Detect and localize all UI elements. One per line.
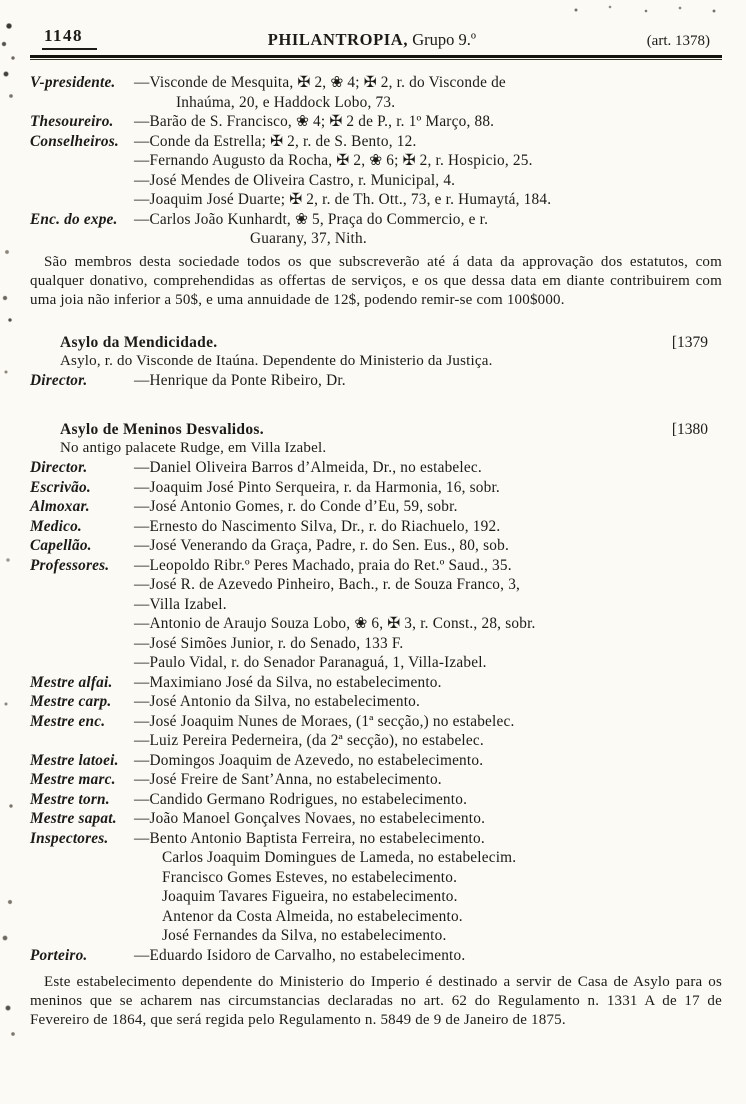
- entry-text: —Joaquim José Pinto Serqueira, r. da Harmonia, 16, sobr.: [134, 478, 500, 496]
- entry-text: Francisco Gomes Esteves, no estabelecimento.: [162, 868, 458, 886]
- role-label: Mestre sapat.: [30, 810, 117, 827]
- entry-row: [30, 190, 722, 210]
- section-subtitle: No antigo palacete Rudge, em Villa Izabel.: [60, 439, 327, 456]
- entry-row: [30, 712, 722, 732]
- entry-row: [30, 112, 722, 132]
- running-head: [30, 0, 722, 55]
- role-label: Mestre marc.: [30, 771, 116, 788]
- entry-row: [30, 556, 722, 576]
- entry-text: —Ernesto do Nascimento Silva, Dr., r. do Riachuelo, 192.: [134, 517, 501, 535]
- role-label: Capellão.: [30, 537, 92, 554]
- role-label: [30, 93, 134, 113]
- entry-row: [30, 926, 722, 946]
- establishment-regulation-note: Este estabelecimento dependente do Ministerio do Imperio é destinado a servir de Casa de Asylo para os meninos que se acharem nas circumstancias declaradas no art. 62 do Regulamento n. 1331 A de 17 de Fevereiro de 1864, que será regida pelo Regulamento n. 5849 de 9 de Janeiro de 1875.: [30, 974, 722, 1028]
- entry-text: —José Joaquim Nunes de Moraes, (1ª secção,) no estabelec.: [134, 712, 515, 730]
- role-label: [30, 595, 134, 615]
- entry-row: [30, 595, 722, 615]
- role-label: [30, 229, 134, 249]
- role-label: [30, 190, 134, 210]
- role-label: Inspectores.: [30, 829, 109, 847]
- entry-row: [30, 946, 722, 966]
- entry-text: —Henrique da Ponte Ribeiro, Dr.: [134, 372, 346, 389]
- entry-row: [30, 171, 722, 191]
- entry-text: —José Simões Junior, r. do Senado, 133 F.: [134, 634, 404, 652]
- role-label: Escrivão.: [30, 478, 91, 496]
- section-head-mendicidade: [30, 334, 722, 352]
- entry-text: —José Freire de Sant’Anna, no estabelecimento.: [134, 771, 442, 788]
- entry-text: Joaquim Tavares Figueira, no estabelecimento.: [162, 888, 458, 905]
- role-label: [30, 887, 134, 907]
- entry-text: —José Mendes de Oliveira Castro, r. Municipal, 4.: [134, 171, 456, 189]
- meninos-staff-list: [30, 458, 722, 965]
- entry-text: —Antonio de Araujo Souza Lobo, ❀ 6, ✠ 3, r. Const., 28, sobr.: [134, 615, 536, 632]
- header-rule: [30, 55, 722, 61]
- role-label: Mestre latoei.: [30, 751, 119, 769]
- society-officers-list: [30, 73, 722, 249]
- entry-row: [30, 458, 722, 478]
- role-label: [30, 907, 134, 927]
- role-label: Professores.: [30, 556, 110, 574]
- role-label: [30, 653, 134, 673]
- role-label: Almoxar.: [30, 498, 90, 515]
- entry-row: [30, 731, 722, 751]
- entry-row: [30, 93, 722, 113]
- entry-row: [30, 536, 722, 556]
- entry-row: [30, 132, 722, 152]
- page-title-bold: PHILANTROPIA,: [267, 30, 409, 49]
- entry-text: —José Antonio Gomes, r. do Conde d’Eu, 59, sobr.: [134, 498, 458, 515]
- entry-row: [30, 653, 722, 673]
- role-label: Director.: [30, 372, 88, 389]
- entry-row: [30, 497, 722, 517]
- entry-text: Inhaúma, 20, e Haddock Lobo, 73.: [176, 93, 396, 111]
- entry-row: [30, 770, 722, 790]
- entry-text: —José R. de Azevedo Pinheiro, Bach., r. de Souza Franco, 3,: [134, 576, 521, 593]
- entry-text: —Maximiano José da Silva, no estabelecimento.: [134, 673, 442, 691]
- role-label: Porteiro.: [30, 946, 88, 964]
- entry-text: —Paulo Vidal, r. do Senador Paranaguá, 1, Villa-Izabel.: [134, 654, 487, 671]
- entry-text: —Conde da Estrella; ✠ 2, r. de S. Bento, 12.: [134, 132, 417, 150]
- role-label: [30, 171, 134, 191]
- role-label: Mestre carp.: [30, 693, 112, 710]
- entry-text: —Leopoldo Ribr.º Peres Machado, praia do Ret.º Saud., 35.: [134, 556, 512, 574]
- entry-row: [30, 371, 722, 391]
- entry-text: —Joaquim José Duarte; ✠ 2, r. de Th. Ott., 73, e r. Humaytá, 184.: [134, 191, 552, 208]
- role-label: Medico.: [30, 517, 82, 535]
- role-label: Conselheiros.: [30, 132, 119, 150]
- entry-text: —Visconde de Mesquita, ✠ 2, ❀ 4; ✠ 2, r. do Visconde de: [134, 74, 506, 91]
- role-label: [30, 614, 134, 634]
- page-title-rest: Grupo 9.º: [408, 30, 476, 49]
- entry-row: [30, 614, 722, 634]
- section-ref-number: [1380: [671, 420, 708, 438]
- society-membership-note: São membros desta sociedade todos os que subscreverão até á data da approvação dos estatutos, com qualquer donativo, comprehendidas as offertas de serviços, e os que dessa data em diante contribuirem com uma joia não inferior a 50$, e uma annuidade de 12$, podendo remir-se com 100$000.: [30, 253, 722, 308]
- entry-row: [30, 151, 722, 171]
- entry-row: [30, 809, 722, 829]
- mendicidade-staff-list: [30, 371, 722, 391]
- entry-text: —Eduardo Isidoro de Carvalho, no estabelecimento.: [134, 946, 466, 964]
- entry-text: —Domingos Joaquim de Azevedo, no estabelecimento.: [134, 751, 484, 769]
- role-label: Mestre torn.: [30, 790, 110, 808]
- entry-row: [30, 751, 722, 771]
- role-label: [30, 731, 134, 751]
- role-label: [30, 151, 134, 171]
- role-label: [30, 575, 134, 595]
- page-title: [97, 30, 647, 50]
- entry-text: —Carlos João Kunhardt, ❀ 5, Praça do Commercio, e r.: [134, 210, 489, 228]
- entry-row: [30, 868, 722, 888]
- entry-row: [30, 634, 722, 654]
- section-ref-number: [1379: [671, 333, 708, 351]
- role-label: Mestre alfai.: [30, 673, 113, 691]
- section-subtitle: Asylo, r. do Visconde de Itaúna. Dependente do Ministerio da Justiça.: [60, 352, 493, 369]
- entry-row: [30, 692, 722, 712]
- section-title: Asylo de Meninos Desvalidos.: [60, 420, 264, 438]
- entry-row: [30, 575, 722, 595]
- entry-row: [30, 887, 722, 907]
- entry-row: [30, 478, 722, 498]
- role-label: Enc. do expe.: [30, 210, 118, 228]
- entry-text: Carlos Joaquim Domingues de Lameda, no estabelecim.: [162, 849, 517, 866]
- entry-row: [30, 73, 722, 93]
- entry-text: —Candido Germano Rodrigues, no estabelecimento.: [134, 790, 468, 808]
- role-label: Mestre enc.: [30, 712, 106, 730]
- entry-row: [30, 790, 722, 810]
- entry-text: —José Antonio da Silva, no estabelecimento.: [134, 693, 421, 710]
- section-title: Asylo da Mendicidade.: [60, 333, 218, 351]
- entry-text: —Barão de S. Francisco, ❀ 4; ✠ 2 de P., r. 1º Março, 88.: [134, 113, 495, 130]
- entry-row: [30, 829, 722, 849]
- entry-text: —Villa Izabel.: [134, 595, 227, 613]
- entry-row: [30, 210, 722, 230]
- page-number: 1148: [42, 26, 97, 50]
- entry-text: —Luiz Pereira Pederneira, (da 2ª secção), no estabelec.: [134, 732, 484, 749]
- entry-row: [30, 907, 722, 927]
- entry-row: [30, 229, 722, 249]
- role-label: Thesoureiro.: [30, 113, 114, 130]
- entry-text: —João Manoel Gonçalves Novaes, no estabelecimento.: [134, 810, 486, 827]
- entry-text: —Daniel Oliveira Barros d’Almeida, Dr., no estabelec.: [134, 459, 482, 476]
- article-reference: (art. 1378): [646, 33, 710, 49]
- entry-row: [30, 848, 722, 868]
- section-head-meninos: [30, 421, 722, 439]
- entry-text: Antenor da Costa Almeida, no estabelecimento.: [162, 907, 463, 925]
- entry-text: —José Venerando da Graça, Padre, r. do Sen. Eus., 80, sob.: [134, 537, 509, 554]
- role-label: [30, 868, 134, 888]
- role-label: [30, 634, 134, 654]
- role-label: [30, 848, 134, 868]
- entry-row: [30, 673, 722, 693]
- role-label: [30, 926, 134, 946]
- entry-text: —Bento Antonio Baptista Ferreira, no estabelecimento.: [134, 829, 485, 847]
- entry-text: Guarany, 37, Nith.: [250, 230, 367, 247]
- entry-row: [30, 517, 722, 537]
- role-label: V-presidente.: [30, 74, 116, 91]
- entry-text: José Fernandes da Silva, no estabelecimento.: [162, 927, 447, 944]
- entry-text: —Fernando Augusto da Rocha, ✠ 2, ❀ 6; ✠ 2, r. Hospicio, 25.: [134, 152, 533, 169]
- role-label: Director.: [30, 459, 88, 476]
